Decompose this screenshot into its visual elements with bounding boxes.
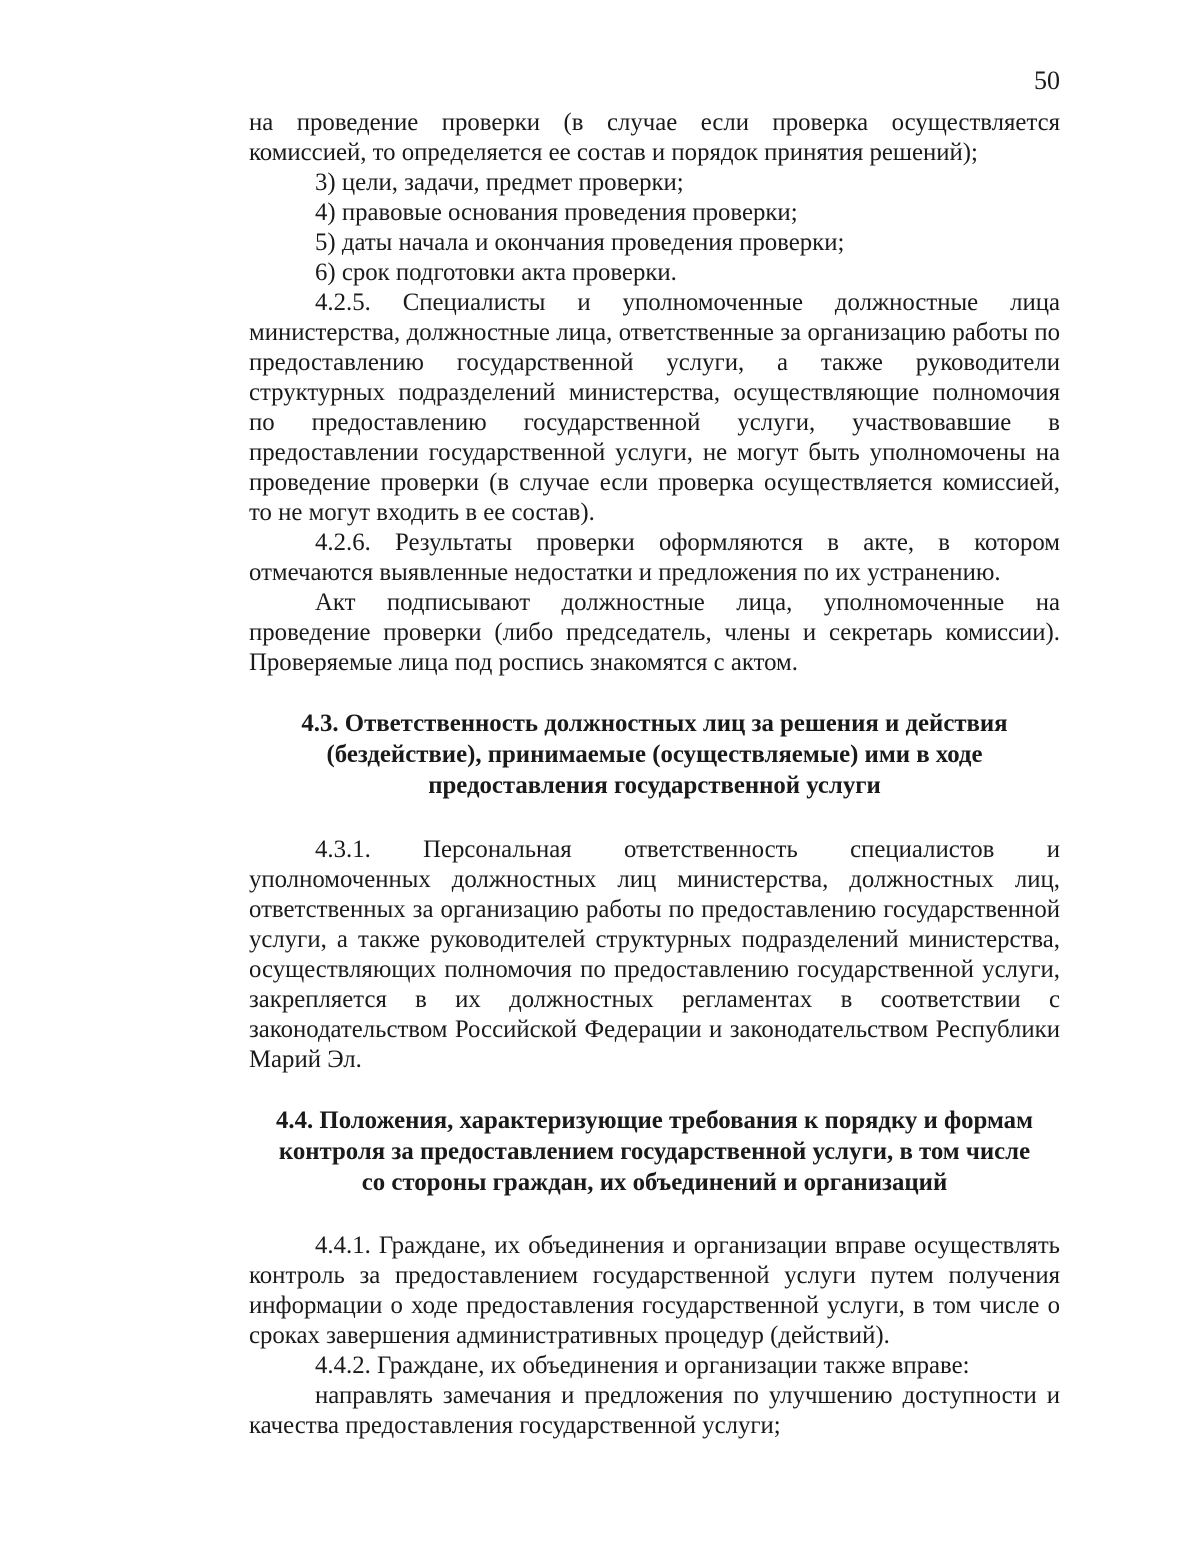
- heading-line: со стороны граждан, их объединений и организаций: [361, 1169, 948, 1196]
- paragraph-4-3-1: 4.3.1. Персональная ответственность специалистов и уполномоченных должностных лиц министерства, должностных лиц, ответственных за организацию работы по предоставлению государственной услуги, а также руководителей структурных подразделений министерства, осуществляющих полномочия по предоставлению государственной услуги, закрепляется в их должностных регламентах в соответствии с законодательством Российской Федерации и законодательством Республики Марий Эл.: [249, 836, 1060, 1073]
- document-body: [249, 108, 1060, 1441]
- paragraph-4-4-2: 4.4.2. Граждане, их объединения и организации также вправе:: [315, 1352, 970, 1379]
- heading-line: (бездействие), принимаемые (осуществляемые) ими в ходе: [326, 741, 983, 768]
- heading-line: предоставления государственной услуги: [428, 772, 881, 799]
- paragraph-4-4-1: 4.4.1. Граждане, их объединения и организации вправе осуществлять контроль за предоставлением государственной услуги путем получения информации о ходе предоставления государственной услуги, в том числе о сроках завершения административных процедур (действий).: [249, 1232, 1060, 1349]
- paragraph-directions: направлять замечания и предложения по улучшению доступности и качества предоставления государственной услуги;: [249, 1382, 1060, 1439]
- page-number: 50: [1034, 66, 1060, 95]
- heading-line: 4.3. Ответственность должностных лиц за решения и действия: [301, 710, 1008, 737]
- paragraph-akt: Акт подписывают должностные лица, уполномоченные на проведение проверки (либо председатель, члены и секретарь комиссии). Проверяемые лица под роспись знакомятся с актом.: [249, 589, 1060, 676]
- heading-line: контроля за предоставлением государственной услуги, в том числе: [278, 1138, 1031, 1165]
- list-item-5: 5) даты начала и окончания проведения проверки;: [315, 229, 845, 256]
- section-heading-4-3: [249, 708, 1060, 801]
- list-item-4: 4) правовые основания проведения проверки;: [315, 199, 798, 226]
- paragraph-4-2-5: 4.2.5. Специалисты и уполномоченные должностные лица министерства, должностные лица, ответственные за организацию работы по предоставлению государственной услуги, а также руководители структурных подразделений министерства, осуществляющие полномочия по предоставлению государственной услуги, участвовавшие в предоставлении государственной услуги, не могут быть уполномочены на проведение проверки (в случае если проверка осуществляется комиссией, то не могут входить в ее состав).: [249, 289, 1060, 526]
- list-item-6: 6) срок подготовки акта проверки.: [315, 259, 677, 286]
- paragraph-4-2-6: 4.2.6. Результаты проверки оформляются в акте, в котором отмечаются выявленные недостатки и предложения по их устранению.: [249, 529, 1060, 586]
- list-item-3: 3) цели, задачи, предмет проверки;: [315, 169, 684, 196]
- paragraph-continuation: на проведение проверки (в случае если проверка осуществляется комиссией, то определяется ее состав и порядок принятия решений);: [249, 109, 1060, 166]
- heading-line: 4.4. Положения, характеризующие требования к порядку и формам: [276, 1107, 1033, 1134]
- section-heading-4-4: [249, 1105, 1060, 1198]
